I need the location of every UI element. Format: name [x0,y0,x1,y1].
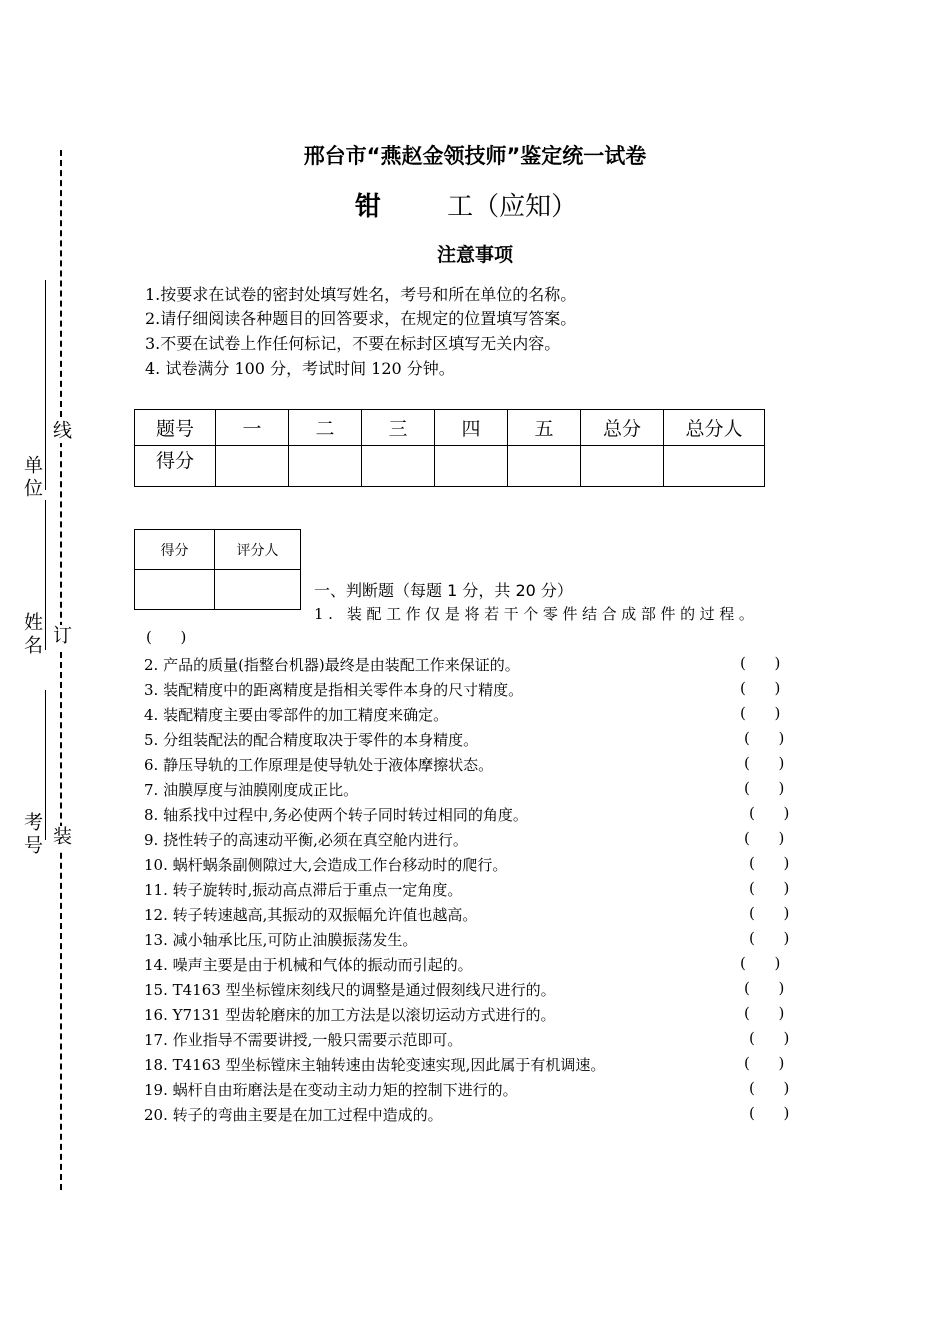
question-item: 16. Y7131 型齿轮磨床的加工方法是以滚切运动方式进行的。 [144,1006,556,1024]
question-item: 14. 噪声主要是由于机械和气体的振动而引起的。 [144,956,473,974]
grader-score-label: 得分 [135,530,215,570]
answer-paren[interactable]: ( ) [740,679,781,697]
exam-no-field-line [45,690,46,840]
score-header-cell: 三 [362,410,435,446]
notice-item-3: 3.不要在试卷上作任何标记，不要在标封区填写无关内容。 [145,334,561,353]
question-1-answer[interactable]: ( ) [146,628,187,646]
subject-title [355,186,577,223]
answer-paren[interactable]: ( ) [749,804,790,822]
answer-paren[interactable]: ( ) [740,954,781,972]
exam-no-label: 考号 [21,812,43,858]
notice-item-1: 1.按要求在试卷的密封处填写姓名，考号和所在单位的名称。 [145,285,577,304]
question-item: 19. 蜗杆自由珩磨法是在变动主动力矩的控制下进行的。 [144,1081,518,1099]
question-item: 18. T4163 型坐标镗床主轴转速由齿轮变速实现,因此属于有机调速。 [144,1056,606,1074]
score-cell[interactable] [508,446,581,487]
bind-label: 装 [50,826,72,849]
answer-paren[interactable]: ( ) [744,1054,785,1072]
score-header-cell: 五 [508,410,581,446]
answer-paren[interactable]: ( ) [749,1104,790,1122]
binding-dashed-line [60,150,62,1190]
answer-paren[interactable]: ( ) [744,779,785,797]
grader-name-cell[interactable] [215,570,301,610]
section-title: 一、判断题（每题 1 分，共 20 分） [314,581,573,600]
answer-paren[interactable]: ( ) [744,979,785,997]
answer-paren[interactable]: ( ) [749,929,790,947]
notice-title: 注意事项 [436,244,513,266]
question-item: 17. 作业指导不需要讲授,一般只需要示范即可。 [144,1031,463,1049]
answer-paren[interactable]: ( ) [744,829,785,847]
subject-second: 工 [447,192,474,222]
name-field-line [45,500,46,650]
answer-paren[interactable]: ( ) [740,704,781,722]
question-item: 6. 静压导轨的工作原理是使导轨处于液体摩擦状态。 [144,756,494,774]
subject-suffix: （应知） [473,192,578,222]
question-item: 20. 转子的弯曲主要是在加工过程中造成的。 [144,1106,443,1124]
question-item: 5. 分组装配法的配合精度取决于零件的本身精度。 [144,731,479,749]
question-item: 12. 转子转速越高,其振动的双振幅允许值也越高。 [144,906,478,924]
score-header-cell: 总分人 [664,410,765,446]
exam-title: 邢台市“燕赵金领技师”鉴定统一试卷 [303,144,647,168]
score-header-cell: 二 [289,410,362,446]
question-item: 13. 减小轴承比压,可防止油膜振荡发生。 [144,931,418,949]
question-item: 3. 装配精度中的距离精度是指相关零件本身的尺寸精度。 [144,681,524,699]
score-cell[interactable] [581,446,664,487]
grader-name-label: 评分人 [215,530,301,570]
answer-paren[interactable]: ( ) [749,904,790,922]
order-label: 订 [50,625,72,648]
subject-main: 钳 [355,192,382,222]
score-row-label: 得分 [135,446,216,487]
notice-item-2: 2.请仔细阅读各种题目的回答要求，在规定的位置填写答案。 [145,309,577,328]
line-label: 线 [50,420,72,443]
score-cell[interactable] [289,446,362,487]
score-header-cell: 题号 [135,410,216,446]
score-header-cell: 四 [435,410,508,446]
answer-paren[interactable]: ( ) [744,1004,785,1022]
question-item: 15. T4163 型坐标镗床刻线尺的调整是通过假刻线尺进行的。 [144,981,556,999]
question-1: 1. 装配工作仅是将若干个零件结合成部件的过程。 [314,605,759,623]
question-item: 4. 装配精度主要由零部件的加工精度来确定。 [144,706,449,724]
unit-field-line [45,280,46,490]
question-item: 9. 挠性转子的高速动平衡,必须在真空舱内进行。 [144,831,468,849]
score-header-cell: 一 [216,410,289,446]
answer-paren[interactable]: ( ) [749,1079,790,1097]
score-table [134,409,765,487]
answer-paren[interactable]: ( ) [749,1029,790,1047]
name-label: 姓名 [21,612,43,658]
score-header-cell: 总分 [581,410,664,446]
score-cell[interactable] [435,446,508,487]
question-item: 8. 轴系找中过程中,务必使两个转子同时转过相同的角度。 [144,806,528,824]
notice-item-4: 4. 试卷满分 100 分，考试时间 120 分钟。 [145,359,455,378]
question-item: 7. 油膜厚度与油膜刚度成正比。 [144,781,359,799]
answer-paren[interactable]: ( ) [749,879,790,897]
score-cell[interactable] [664,446,765,487]
answer-paren[interactable]: ( ) [740,654,781,672]
question-item: 10. 蜗杆蜗条副侧隙过大,会造成工作台移动时的爬行。 [144,856,508,874]
question-item: 2. 产品的质量(指整台机器)最终是由装配工作来保证的。 [144,656,520,674]
grader-score-cell[interactable] [135,570,215,610]
score-cell[interactable] [362,446,435,487]
score-cell[interactable] [216,446,289,487]
question-item: 11. 转子旋转时,振动高点滞后于重点一定角度。 [144,881,463,899]
unit-label: 单位 [21,455,43,501]
answer-paren[interactable]: ( ) [744,754,785,772]
grader-table [134,529,301,610]
answer-paren[interactable]: ( ) [749,854,790,872]
answer-paren[interactable]: ( ) [744,729,785,747]
